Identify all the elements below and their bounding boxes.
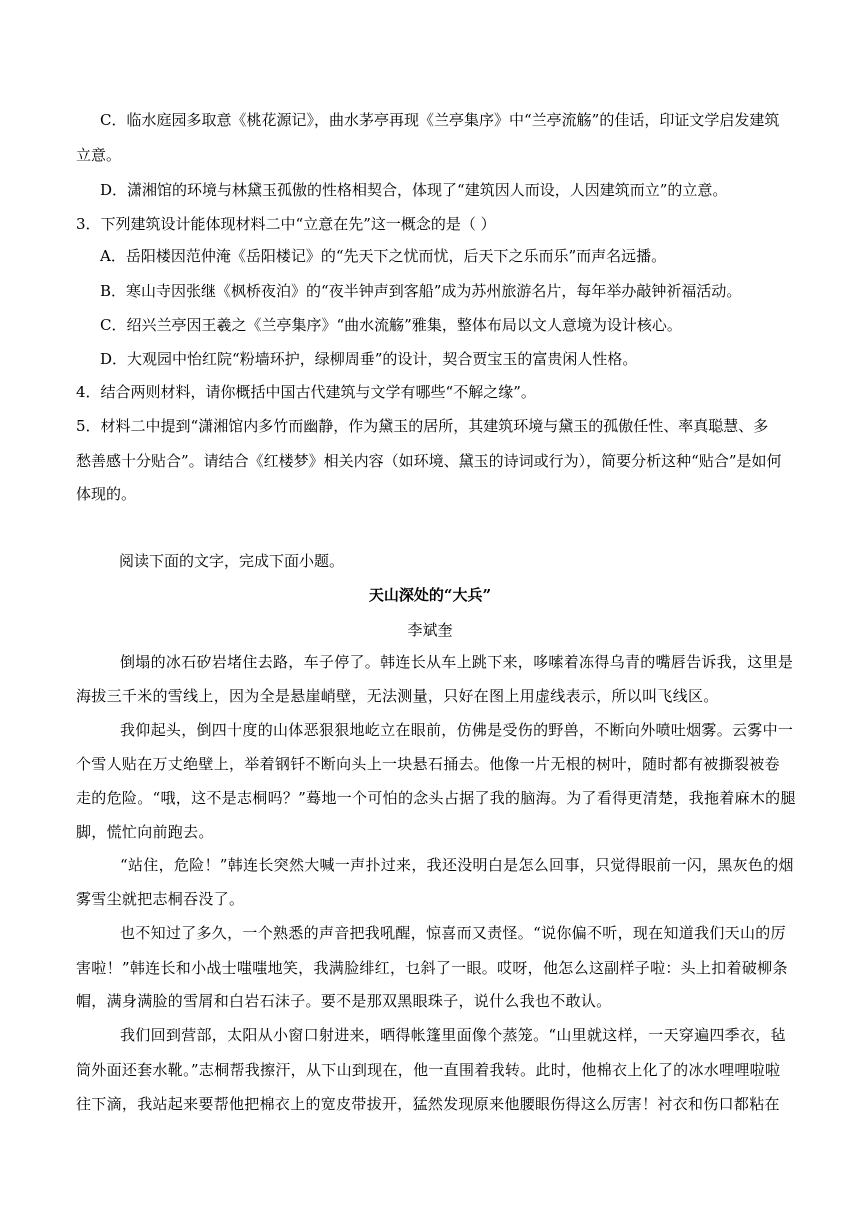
paragraph-2-line4: 脚，慌忙向前跑去。 [76,823,214,841]
paragraph-3-line2: 雾雪尘就把志桐吞没了。 [76,890,245,908]
q3-option-b: B．寒山寺因张继《枫桥夜泊》的“夜半钟声到客船”成为苏州旅游名片，每年举办敲钟祈福活动。 [100,282,742,300]
reading-instruction: 阅读下面的文字，完成下面小题。 [119,552,345,570]
q2-option-c-line2: 立意。 [76,146,122,164]
q2-option-d: D．潇湘馆的环境与林黛玉孤傲的性格相契合，体现了“建筑因人而设，人因建筑而立”的立意。 [100,181,728,199]
paragraph-5-line2: 筒外面还套水靴。”志桐帮我擦汗，从下山到现在，他一直围着我转。此时，他棉衣上化了的冰水哩哩啦啦 [76,1061,781,1079]
article-author: 李斌奎 [407,621,453,639]
paragraph-3-line1: “站住，危险！”韩连长突然大喊一声扑过来，我还没明白是怎么回事，只觉得眼前一闪，黑灰色的烟 [120,856,794,874]
article-title: 天山深处的“大兵” [368,586,492,604]
paragraph-2-line2: 个雪人贴在万丈绝壁上，举着钢钎不断向头上一块悬石捅去。他像一片无根的树叶，随时都有被撕裂被卷 [76,755,780,773]
question-5-line3: 体现的。 [76,485,137,503]
q3-option-c: C．绍兴兰亭因王羲之《兰亭集序》“曲水流觞”雅集，整体布局以文人意境为设计核心。 [100,316,682,334]
question-5-line2: 愁善感十分贴合”。请结合《红楼梦》相关内容（如环境、黛玉的诗词或行为），简要分析这种“贴合”是如何 [76,452,782,470]
paragraph-4-line3: 帽，满身满脸的雪屑和白岩石沫子。要不是那双黑眼珠子，说什么我也不敢认。 [76,992,612,1010]
paragraph-4-line1: 也不知过了多久，一个熟悉的声音把我吼醒，惊喜而又责怪。“说你偏不听，现在知道我们天山的厉 [120,924,786,942]
paragraph-1-line1: 倒塌的冰石矽岩堵住去路，车子停了。韩连长从车上跳下来，哆嗦着冻得乌青的嘴唇告诉我，这里是 [120,653,794,671]
question-5-line1: 5．材料二中提到“潇湘馆内多竹而幽静，作为黛玉的居所，其建筑环境与黛玉的孤傲任性、率真聪慧、多 [76,417,769,435]
question-3: 3．下列建筑设计能体现材料二中“立意在先”这一概念的是（ ） [76,215,496,233]
paragraph-2-line1: 我仰起头，倒四十度的山体恶狠狠地屹立在眼前，仿佛是受伤的野兽，不断向外喷吐烟雾。云雾中一 [120,721,794,739]
question-4: 4．结合两则材料，请你概括中国古代建筑与文学有哪些“不解之缘”。 [76,383,536,401]
paragraph-4-line2: 害啦！”韩连长和小战士嗤嗤地笑，我满脸绯红，乜斜了一眼。哎呀，他怎么这副样子啦：头上扣着破柳条 [76,959,788,977]
paragraph-2-line3: 走的危险。“哦，这不是志桐吗？”蓦地一个可怕的念头占据了我的脑海。为了看得更清楚，我拖着麻木的腿 [76,789,796,807]
q3-option-d: D．大观园中怡红院“粉墙环护，绿柳周垂”的设计，契合贾宝玉的富贵闲人性格。 [100,350,638,368]
paragraph-1-line2: 海拔三千米的雪线上，因为全是悬崖峭壁，无法测量，只好在图上用虚线表示，所以叫飞线区。 [76,687,719,705]
paragraph-5-line1: 我们回到营部，太阳从小窗口射进来，晒得帐篷里面像个蒸笼。“山里就这样，一天穿遍四季衣，毡 [120,1026,786,1044]
q3-option-a: A．岳阳楼因范仲淹《岳阳楼记》的“先天下之忧而忧，后天下之乐而乐”而声名远播。 [100,247,667,265]
paragraph-5-line3: 往下滴，我站起来要帮他把棉衣上的宽皮带拔开，猛然发现原来他腰眼伤得这么厉害！衬衣和伤口都粘在 [76,1095,780,1113]
q2-option-c-line1: C．临水庭园多取意《桃花源记》，曲水茅亭再现《兰亭集序》中“兰亭流觞”的佳话，印证文学启发建筑 [100,111,780,129]
